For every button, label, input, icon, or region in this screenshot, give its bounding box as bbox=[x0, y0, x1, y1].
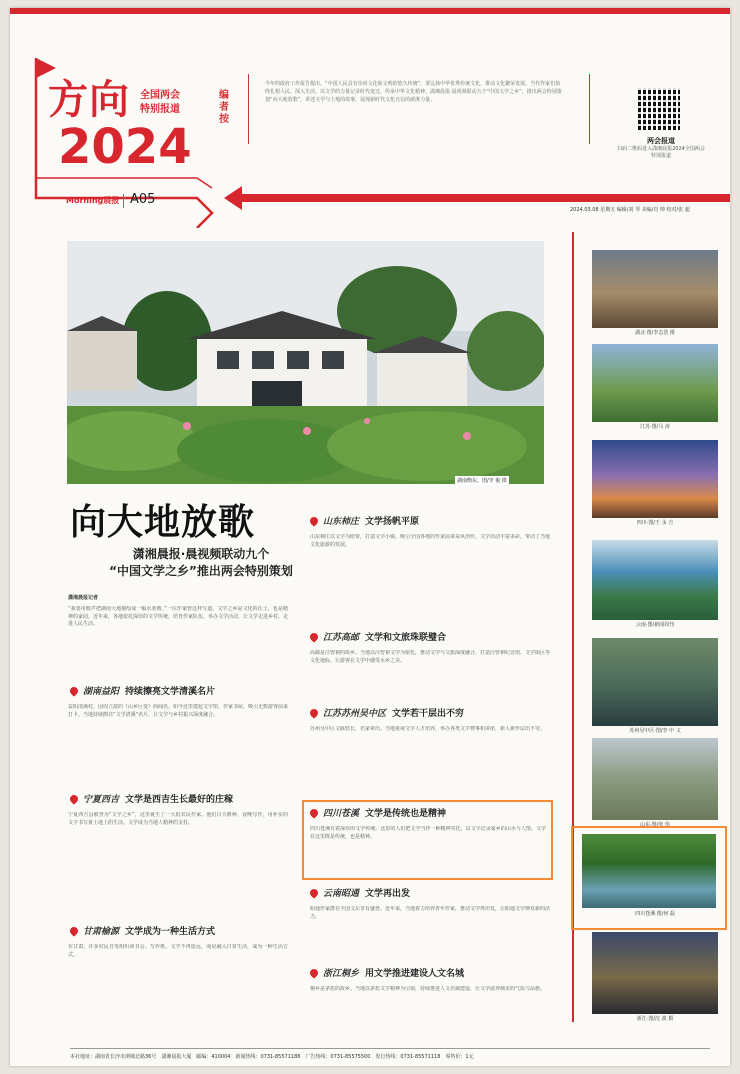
side-photo-caption-7: 四川苍溪·图/何 磊 bbox=[635, 911, 675, 917]
main-photo bbox=[67, 241, 544, 484]
editor-note-label: 编者按 bbox=[219, 90, 229, 125]
dateline: 2024.03.08 星期五 编辑/刘 琴 美编/肖 帅 校对/张 超 bbox=[570, 207, 690, 213]
qr-caption-sub: 扫码二维码进入潇湘晨报2024全国两会特别报道 bbox=[617, 146, 705, 159]
section-text-zhaotong: 昭通作家群在全国文坛享有盛誉。近年来，当地着力培养青年作家，推动文学再出发，让昭通文学焕发新的活力。 bbox=[310, 906, 550, 920]
footer: 本社地址：湖南省长沙市浏城北路36号 潇湘晨报大厦 邮编：410004 新闻热线：0731-85571188 广告热线：0731-85575500 发行热线：0731-85571118 零售价：1元 bbox=[70, 1048, 710, 1060]
photo-caption: 湖南衡东。图/李 俊 摄 bbox=[457, 478, 507, 484]
section-heading-wuzhong: 江苏苏州吴中区 文学若干层出不穷 bbox=[310, 708, 464, 720]
location-pin-icon bbox=[308, 967, 319, 978]
masthead-title: 方向 bbox=[48, 76, 130, 123]
editor-note-text: 今年的政府工作报告提出，“中国人民具有崇尚文化和文明的悠久传统”，要弘扬中华优秀传统文化，推动文化繁荣发展。当代作家们始终扎根人民、深入生活，以文学的力量记录时代变迁，传承中华文化精神。潇湘晨报·晨视频联动九个“中国文学之乡”，推出两会特别策划“向大地放歌”，讲述文学与土地的故事，展现新时代文化自信的澎湃力量。 bbox=[265, 81, 562, 103]
section-text-gaoyou: 高邮是汪曾祺的故乡。当地以汪曾祺文学为依托，推动文学与文旅深度融合，打造汪曾祺纪念馆、文学街区等文化地标，让游客在文学中感受水乡之美。 bbox=[310, 650, 550, 664]
section-heading-yiyang: 湖南益阳 持续擦亮文学清溪名片 bbox=[70, 686, 215, 698]
location-pin-icon bbox=[308, 707, 319, 718]
masthead bbox=[22, 48, 222, 218]
brand-logo: Morning晨报 bbox=[66, 194, 124, 208]
intro-text: “我要用歌声把湖南大地描绘成一幅水墨画。”一位作家曾这样写道。文学之乡是文化的沃土，也是精神的家园。近年来，各地依托深厚的文学传统，培育作家队伍，举办文学活动，让文学走进乡村、走进人民生活。 bbox=[68, 606, 288, 627]
section-text-xiji: 宁夏西吉县被誉为“文学之乡”，这里诞生了一大批农民作家。他们白天耕种，夜晚写作，用朴实的文字书写黄土地上的生活。文学成为当地人精神的支柱。 bbox=[68, 812, 288, 826]
subheadline bbox=[96, 546, 306, 580]
location-pin-icon bbox=[308, 887, 319, 898]
section-heading-shizhuang: 山东柿庄 文学扬帆平原 bbox=[310, 516, 419, 528]
side-photo-4 bbox=[592, 540, 718, 620]
qr-caption: 两会报道 bbox=[647, 137, 675, 145]
side-photo-6 bbox=[592, 738, 718, 820]
side-photo-caption-8: 浙江·图/沈 波 摄 bbox=[636, 1016, 674, 1022]
section-text-shizhuang: 山东柿庄以文学为纽带，打造文学小镇，吸引全国各地的作家前来采风创作。文学活动丰富多彩，带动了当地文化旅游的发展。 bbox=[310, 534, 550, 548]
location-pin-icon bbox=[68, 685, 79, 696]
location-pin-icon bbox=[68, 925, 79, 936]
page-number: A05 bbox=[130, 192, 156, 207]
side-photo-caption-6: 山东·图/张 伟 bbox=[640, 822, 670, 828]
section-heading-gansu: 甘肃榆源 文学成为一种生活方式 bbox=[70, 926, 215, 938]
masthead-sub-1: 全国两会 bbox=[140, 90, 180, 101]
side-photo-caption-1: 湖北·图/李志浩 摄 bbox=[635, 330, 675, 336]
section-text-tongxiang: 桐乡是茅盾的故乡。当地以茅盾文学精神为引领，持续推进人文名城建设，让文学滋养城市的气质与品格。 bbox=[310, 986, 546, 992]
byline: 潇湘晨报记者 bbox=[68, 595, 99, 601]
side-photo-5 bbox=[592, 638, 718, 726]
side-photo-caption-5: 苏州吴中区·图/李 中 文 bbox=[629, 728, 681, 734]
side-photo-caption-3: 四川·图/王 永 吉 bbox=[636, 520, 674, 526]
editor-note bbox=[219, 74, 590, 144]
side-photo-caption-2: 江苏·图/马 涛 bbox=[640, 424, 670, 430]
section-heading-tongxiang: 浙江桐乡 用文学推进建设人文名城 bbox=[310, 968, 464, 980]
section-heading-gaoyou: 江苏高邮 文学和文旅珠联璧合 bbox=[310, 632, 446, 644]
masthead-year: 2024 bbox=[58, 119, 192, 175]
side-photo-2 bbox=[592, 344, 718, 422]
section-text-yiyang: 益阳清溪村，因周立波的《山乡巨变》而闻名。如今这里建起文学馆、作家书屋，吸引无数游客前来打卡。当地持续擦亮“文学清溪”名片，让文学与乡村振兴深度融合。 bbox=[68, 704, 288, 718]
side-photo-caption-4: 云南·图/新闻周刊 bbox=[635, 622, 675, 628]
side-photo-1 bbox=[592, 250, 718, 328]
section-text-cangxi: 四川苍溪有着深厚的文学传统。这里的人们把文学当作一种精神寄托，以文字记录家乡的山水与人情。文学在这里既是传统，也是精神。 bbox=[310, 826, 546, 840]
section-heading-cangxi: 四川苍溪 文学是传统也是精神 bbox=[310, 808, 446, 820]
section-text-wuzhong: 苏州吴中区文脉悠长，名家辈出。当地重视文学人才培养，举办各类文学赛事和讲座，新人新作层出不穷。 bbox=[310, 726, 546, 732]
newspaper-page bbox=[10, 8, 730, 1066]
section-text-gansu: 在甘肃，许多村民自发组织读书会、写作班。文学不再遥远，而是融入日常生活，成为一种生活方式。 bbox=[68, 944, 288, 958]
section-heading-zhaotong: 云南昭通 文学再出发 bbox=[310, 888, 410, 900]
top-red-bar bbox=[10, 8, 730, 14]
side-photo-8 bbox=[592, 932, 718, 1014]
headline: 向大地放歌 bbox=[70, 501, 256, 543]
side-photo-7 bbox=[582, 834, 716, 908]
subheadline-line-2: “中国文学之乡”推出两会特别策划 bbox=[109, 564, 293, 578]
section-heading-xiji: 宁夏西吉 文学是西吉生长最好的庄稼 bbox=[70, 794, 233, 806]
masthead-sub-2: 特别报道 bbox=[140, 104, 180, 115]
location-pin-icon bbox=[68, 793, 79, 804]
subheadline-line-1: 潇湘晨报·晨视频联动九个 bbox=[132, 547, 270, 561]
location-pin-icon bbox=[308, 515, 319, 526]
lotus-village-illustration bbox=[67, 241, 544, 484]
red-arrow-bar bbox=[238, 194, 730, 202]
qr-code-pattern bbox=[638, 88, 680, 130]
location-pin-icon bbox=[308, 807, 319, 818]
location-pin-icon bbox=[308, 631, 319, 642]
side-photo-3 bbox=[592, 440, 718, 518]
